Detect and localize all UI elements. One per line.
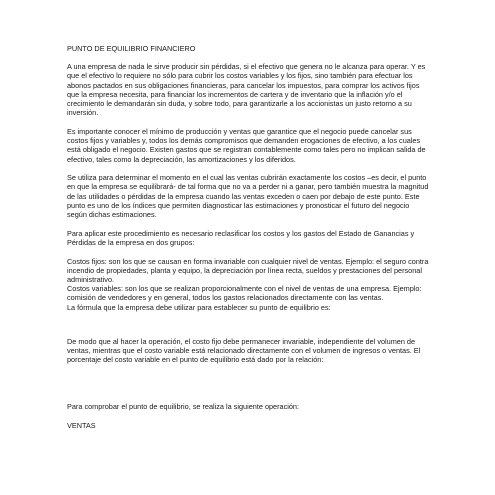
paragraph-variable-cost-relation: De modo que al hacer la operación, el costo fijo debe permanecer invariable, independiente del volumen de ventas, mientras que el costo variable está relacionado directamente con el volumen de ingresos o ventas. El porcentaje del costo variable en el punto de equilibrio está dado por la relación: [67, 336, 421, 365]
paragraph-verify-break-even: Para comprobar el punto de equilibrio, se realiza la siguiente operación: [67, 401, 300, 411]
paragraph-break-even-purpose: Se utiliza para determinar el momento en el cual las ventas cubrirán exactamente los costos –es decir, el punto en que la empresa se equilibrará- de tal forma que no va a perder ni a ganar, pero también muestra la magnitud de las utilidades o pérdidas de la empresa cuando las ventas exceden o caen por debajo de este punto. Este punto es uno de los índices que permiten diagnosticar las estimaciones y pronosticar el futuro del negocio según dichas estimaciones. [67, 173, 429, 220]
label-ventas: VENTAS [67, 420, 96, 430]
paragraph-minimum-production: Es importante conocer el mínimo de producción y ventas que garantice que el negocio puede cancelar sus costos fijos y variables y, todos los demás compromisos que demanden erogaciones de efectivo, a los cuales está obligado el negocio. Existen gastos que se registran contablemente como tales pero no implican salida de efectivo, tales como la depreciación, las amortizaciones y los diferidos. [67, 126, 426, 164]
paragraph-formula-intro: La fórmula que la empresa debe utilizar para establecer su punto de equilibrio es: [67, 302, 331, 312]
paragraph-fixed-costs: Costos fijos: son los que se causan en forma invariable con cualquier nivel de ventas. Ejemplo: el seguro contra incendio de propiedades, planta y equipo, la depreciación por línea recta, sueldos y prestaciones del personal administrativo. [67, 256, 429, 285]
formula-space [67, 312, 429, 337]
document-title: PUNTO DE EQUILIBRIO FINANCIERO [67, 44, 196, 53]
relation-space [67, 374, 429, 402]
paragraph-reclassify-costs: Para aplicar este procedimiento es necesario reclasificar los costos y los gastos del Estado de Ganancias y Pérdidas de la empresa en dos grupos: [67, 228, 415, 247]
document-page [67, 44, 429, 430]
paragraph-cash-requirements: A una empresa de nada le sirve producir sin pérdidas, si el efectivo que genera no le alcanza para operar. Y es que el efectivo lo requiere no sólo para cubrir los costos variables y los fijos, sino también para efectuar los abonos pactados en sus obligaciones financieras, para cancelar los impuestos, para comprar los activos fijos que la empresa necesita, para financiar los incrementos de cartera y de inventario que la inflación y/o el crecimiento le demandarán sin duda, y sobre todo, para garantizarle a los accionistas un justo retorno a su inversión. [67, 62, 426, 118]
paragraph-variable-costs: Costos variables: son los que se realizan proporcionalmente con el nivel de ventas de una empresa. Ejemplo: comisión de vendedores y en general, todos los gastos relacionados directamente con las ventas. [67, 284, 422, 303]
